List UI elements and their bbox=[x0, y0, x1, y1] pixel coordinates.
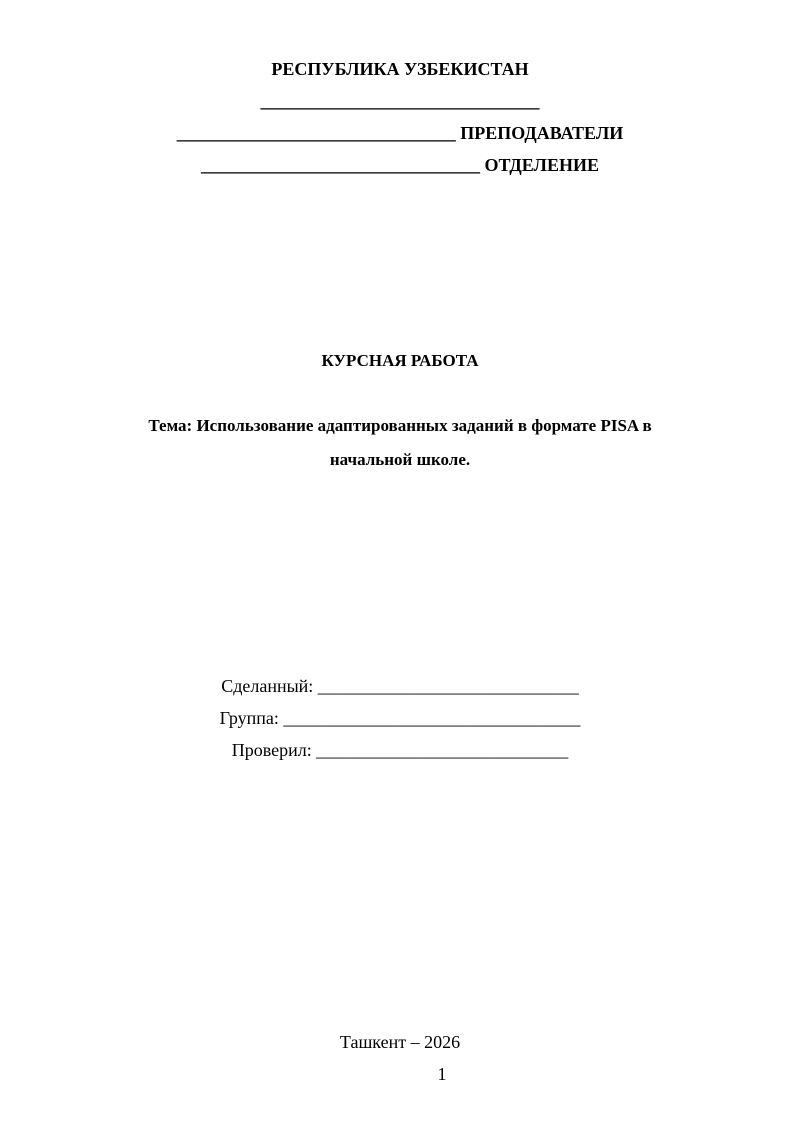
topic-line-1: Тема: Использование адаптированных заданий в формате PISA в bbox=[148, 416, 652, 435]
teachers-line: _______________________________ ПРЕПОДАВАТЕЛИ bbox=[176, 123, 624, 143]
page-number: 1 bbox=[437, 1064, 447, 1084]
topic-line-2: начальной школе. bbox=[329, 450, 471, 469]
department-line: _______________________________ ОТДЕЛЕНИЕ bbox=[201, 155, 599, 175]
done-by-field: Сделанный: _____________________________ bbox=[221, 676, 579, 696]
document-type-title: КУРСНАЯ РАБОТА bbox=[321, 351, 479, 370]
city-year: Ташкент – 2026 bbox=[339, 1032, 461, 1052]
institution-blank-line: _______________________________ bbox=[260, 91, 540, 111]
checked-by-field: Проверил: ____________________________ bbox=[231, 740, 569, 760]
country-heading: РЕСПУБЛИКА УЗБЕКИСТАН bbox=[271, 59, 529, 79]
group-field: Группа: _________________________________ bbox=[219, 708, 581, 728]
